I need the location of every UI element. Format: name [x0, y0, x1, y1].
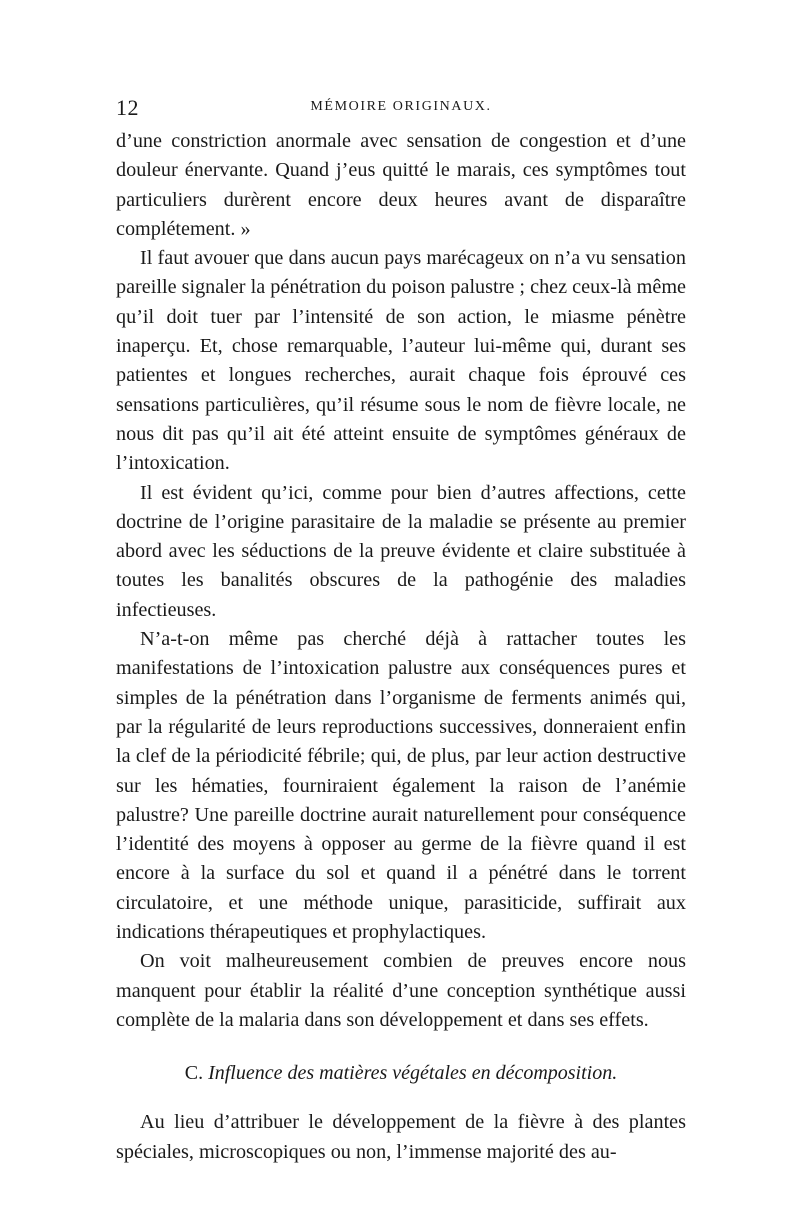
section-letter: C.	[184, 1062, 204, 1085]
paragraph: Il est évident qu’ici, comme pour bien d’autres affections, cette doctrine de l’origine parasitaire de la maladie se présente au premier abord avec les séductions de la preuve évidente et claire substituée à toutes les banalités obscures de la pathogénie des maladies infectieuses.	[116, 481, 686, 621]
paragraph-continuation: d’une constriction anormale avec sensation de congestion et d’une douleur énervante. Quand j’eus quitté le marais, ces symptômes tout particuliers durèrent encore deux heures avant de disparaître complétement. »	[116, 130, 686, 240]
page-header	[116, 95, 686, 119]
paragraph: N’a-t-on même pas cherché déjà à rattacher toutes les manifestations de l’intoxication palustre aux conséquences pures et simples de la pénétration dans l’organisme de ferments animés qui, par la régularité de leurs reproductions successives, donneraient enfin la clef de la périodicité fébrile; qui, de plus, par leur action destructive sur les hématies, fourniraient également la raison de l’anémie palustre? Une pareille doctrine aurait naturellement pour conséquence l’identité des moyens à opposer au germe de la fièvre quand il est encore à la surface du sol et quand il a pénétré dans le torrent circulatoire, et une méthode unique, parasiticide, suffirait aux indications thérapeutiques et prophylactiques.	[116, 628, 686, 944]
body-text	[116, 127, 686, 1035]
section-body	[116, 1108, 686, 1167]
page-number: 12	[116, 95, 139, 120]
paragraph: Au lieu d’attribuer le développement de la fièvre à des plantes spéciales, microscopiques ou non, l’immense majorité des au-	[116, 1111, 686, 1163]
running-head: MÉMOIRE ORIGINAUX.	[310, 99, 492, 114]
section-title: Influence des matières végétales en décomposition.	[208, 1062, 618, 1085]
paragraph: Il faut avouer que dans aucun pays marécageux on n’a vu sensation pareille signaler la pénétration du poison palustre ; chez ceux-là même qu’il doit tuer par l’intensité de son action, le miasme pénètre inaperçu. Et, chose remarquable, l’auteur lui-même qui, durant ses patientes et longues recherches, aurait chaque fois éprouvé ces sensations particulières, qu’il résume sous le nom de fièvre locale, ne nous dit pas qu’il ait été atteint ensuite de symptômes généraux de l’intoxication.	[116, 247, 686, 475]
book-page	[116, 95, 686, 1167]
section-heading	[116, 1059, 686, 1088]
paragraph: On voit malheureusement combien de preuves encore nous manquent pour établir la réalité d’une conception synthétique aussi complète de la malaria dans son développement et dans ses effets.	[116, 950, 686, 1031]
